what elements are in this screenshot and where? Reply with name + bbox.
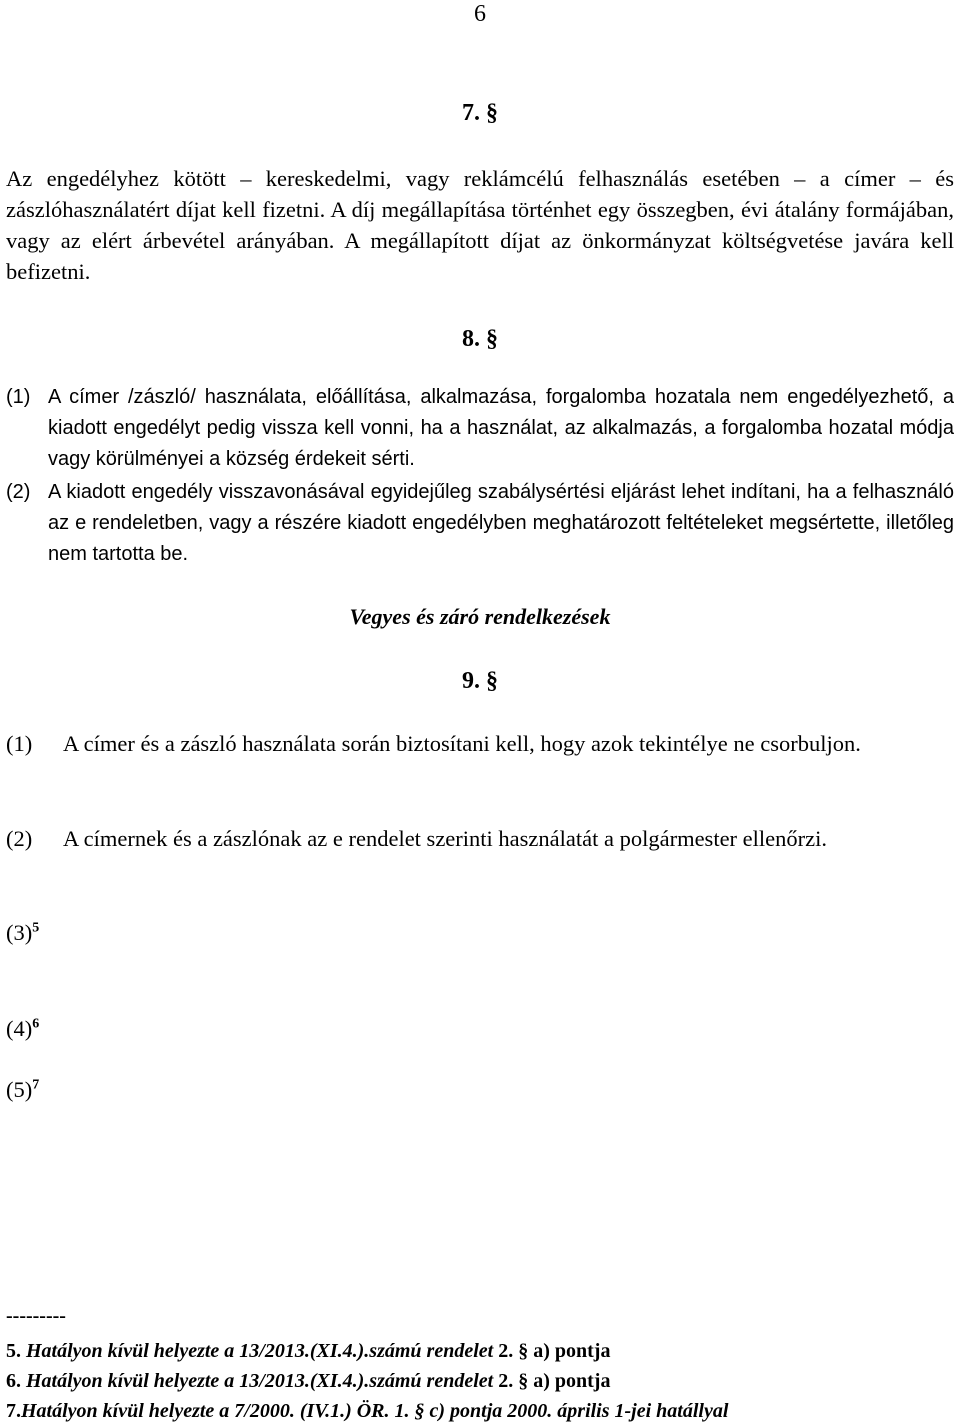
- item-number: (4): [6, 1016, 33, 1041]
- closing-provisions-title: Vegyes és záró rendelkezések: [349, 604, 611, 629]
- item-text: A címer és a zászló használata során biztosítani kell, hogy azok tekintélye ne csorbuljon.: [63, 731, 861, 756]
- section-9-item-5: [6, 1074, 39, 1105]
- item-number: (1): [6, 731, 33, 756]
- footnote-number: 7.: [6, 1400, 21, 1422]
- footnote-ref[interactable]: 5: [32, 920, 40, 936]
- section-7-paragraph: Az engedélyhez kötött – kereskedelmi, vagy reklámcélú felhasználás esetében – a címer – és zászlóhasználatért díjat kell fizetni. A díj megállapítása történhet egy összegben, évi átalány formájában, vagy az elért árbevétel arányában. A megállapított díjat az önkormányzat költségvetése javára kell befizetni.: [6, 166, 954, 284]
- item-text: A kiadott engedély visszavonásával egyidejűleg szabálysértési eljárást lehet indítani, ha a felhasználó az e rendeletben, vagy a részére kiadott engedélyben meghatározott feltételeket megsértette, illetőleg nem tartotta be.: [48, 481, 954, 565]
- footnote-italic: Hatályon kívül helyezte a 13/2013.(XI.4.).számú rendelet: [26, 1340, 494, 1362]
- section-8-item-2: [6, 477, 954, 570]
- item-number: (2): [6, 826, 33, 851]
- section-9-heading: 9. §: [462, 668, 498, 694]
- page-number: 6: [474, 1, 486, 27]
- item-number: (5): [6, 1077, 33, 1102]
- section-9-item-3: [6, 917, 39, 948]
- section-9-item-4: [6, 1013, 39, 1044]
- footnote-7: [6, 1396, 728, 1426]
- footnote-number: 6.: [6, 1370, 21, 1392]
- section-9-item-2: [6, 823, 954, 854]
- footnote-5: [6, 1336, 610, 1366]
- item-text: A címernek és a zászlónak az e rendelet szerinti használatát a polgármester ellenőrzi.: [63, 826, 828, 851]
- footnote-rest: 2. § a) pontja: [498, 1370, 611, 1392]
- section-9-item-1: [6, 728, 954, 759]
- footnote-separator: ---------: [6, 1305, 66, 1327]
- footnote-ref[interactable]: 6: [32, 1016, 40, 1032]
- footnote-rest: 2. § a) pontja: [498, 1340, 611, 1362]
- footnote-6: [6, 1366, 610, 1396]
- item-number: (1): [6, 386, 31, 408]
- footnote-ref[interactable]: 7: [32, 1077, 40, 1093]
- item-number: (2): [6, 481, 31, 503]
- section-8-heading: 8. §: [462, 326, 498, 352]
- item-number: (3): [6, 920, 33, 945]
- item-text: A címer /zászló/ használata, előállítása, alkalmazása, forgalomba hozatala nem engedélyezhető, a kiadott engedélyt pedig vissza kell vonni, ha a használat, az alkalmazás, a forgalomba hozatal módja vagy körülményei a község érdekeit sérti.: [48, 386, 954, 470]
- section-8-item-1: [6, 382, 954, 475]
- footnote-italic: Hatályon kívül helyezte a 13/2013.(XI.4.).számú rendelet: [26, 1370, 494, 1392]
- section-7-heading: 7. §: [462, 100, 498, 126]
- footnote-italic: Hatályon kívül helyezte a 7/2000. (IV.1.) ÖR. 1. § c) pontja 2000. április 1-jei hatállyal: [21, 1400, 729, 1422]
- footnote-number: 5.: [6, 1340, 21, 1362]
